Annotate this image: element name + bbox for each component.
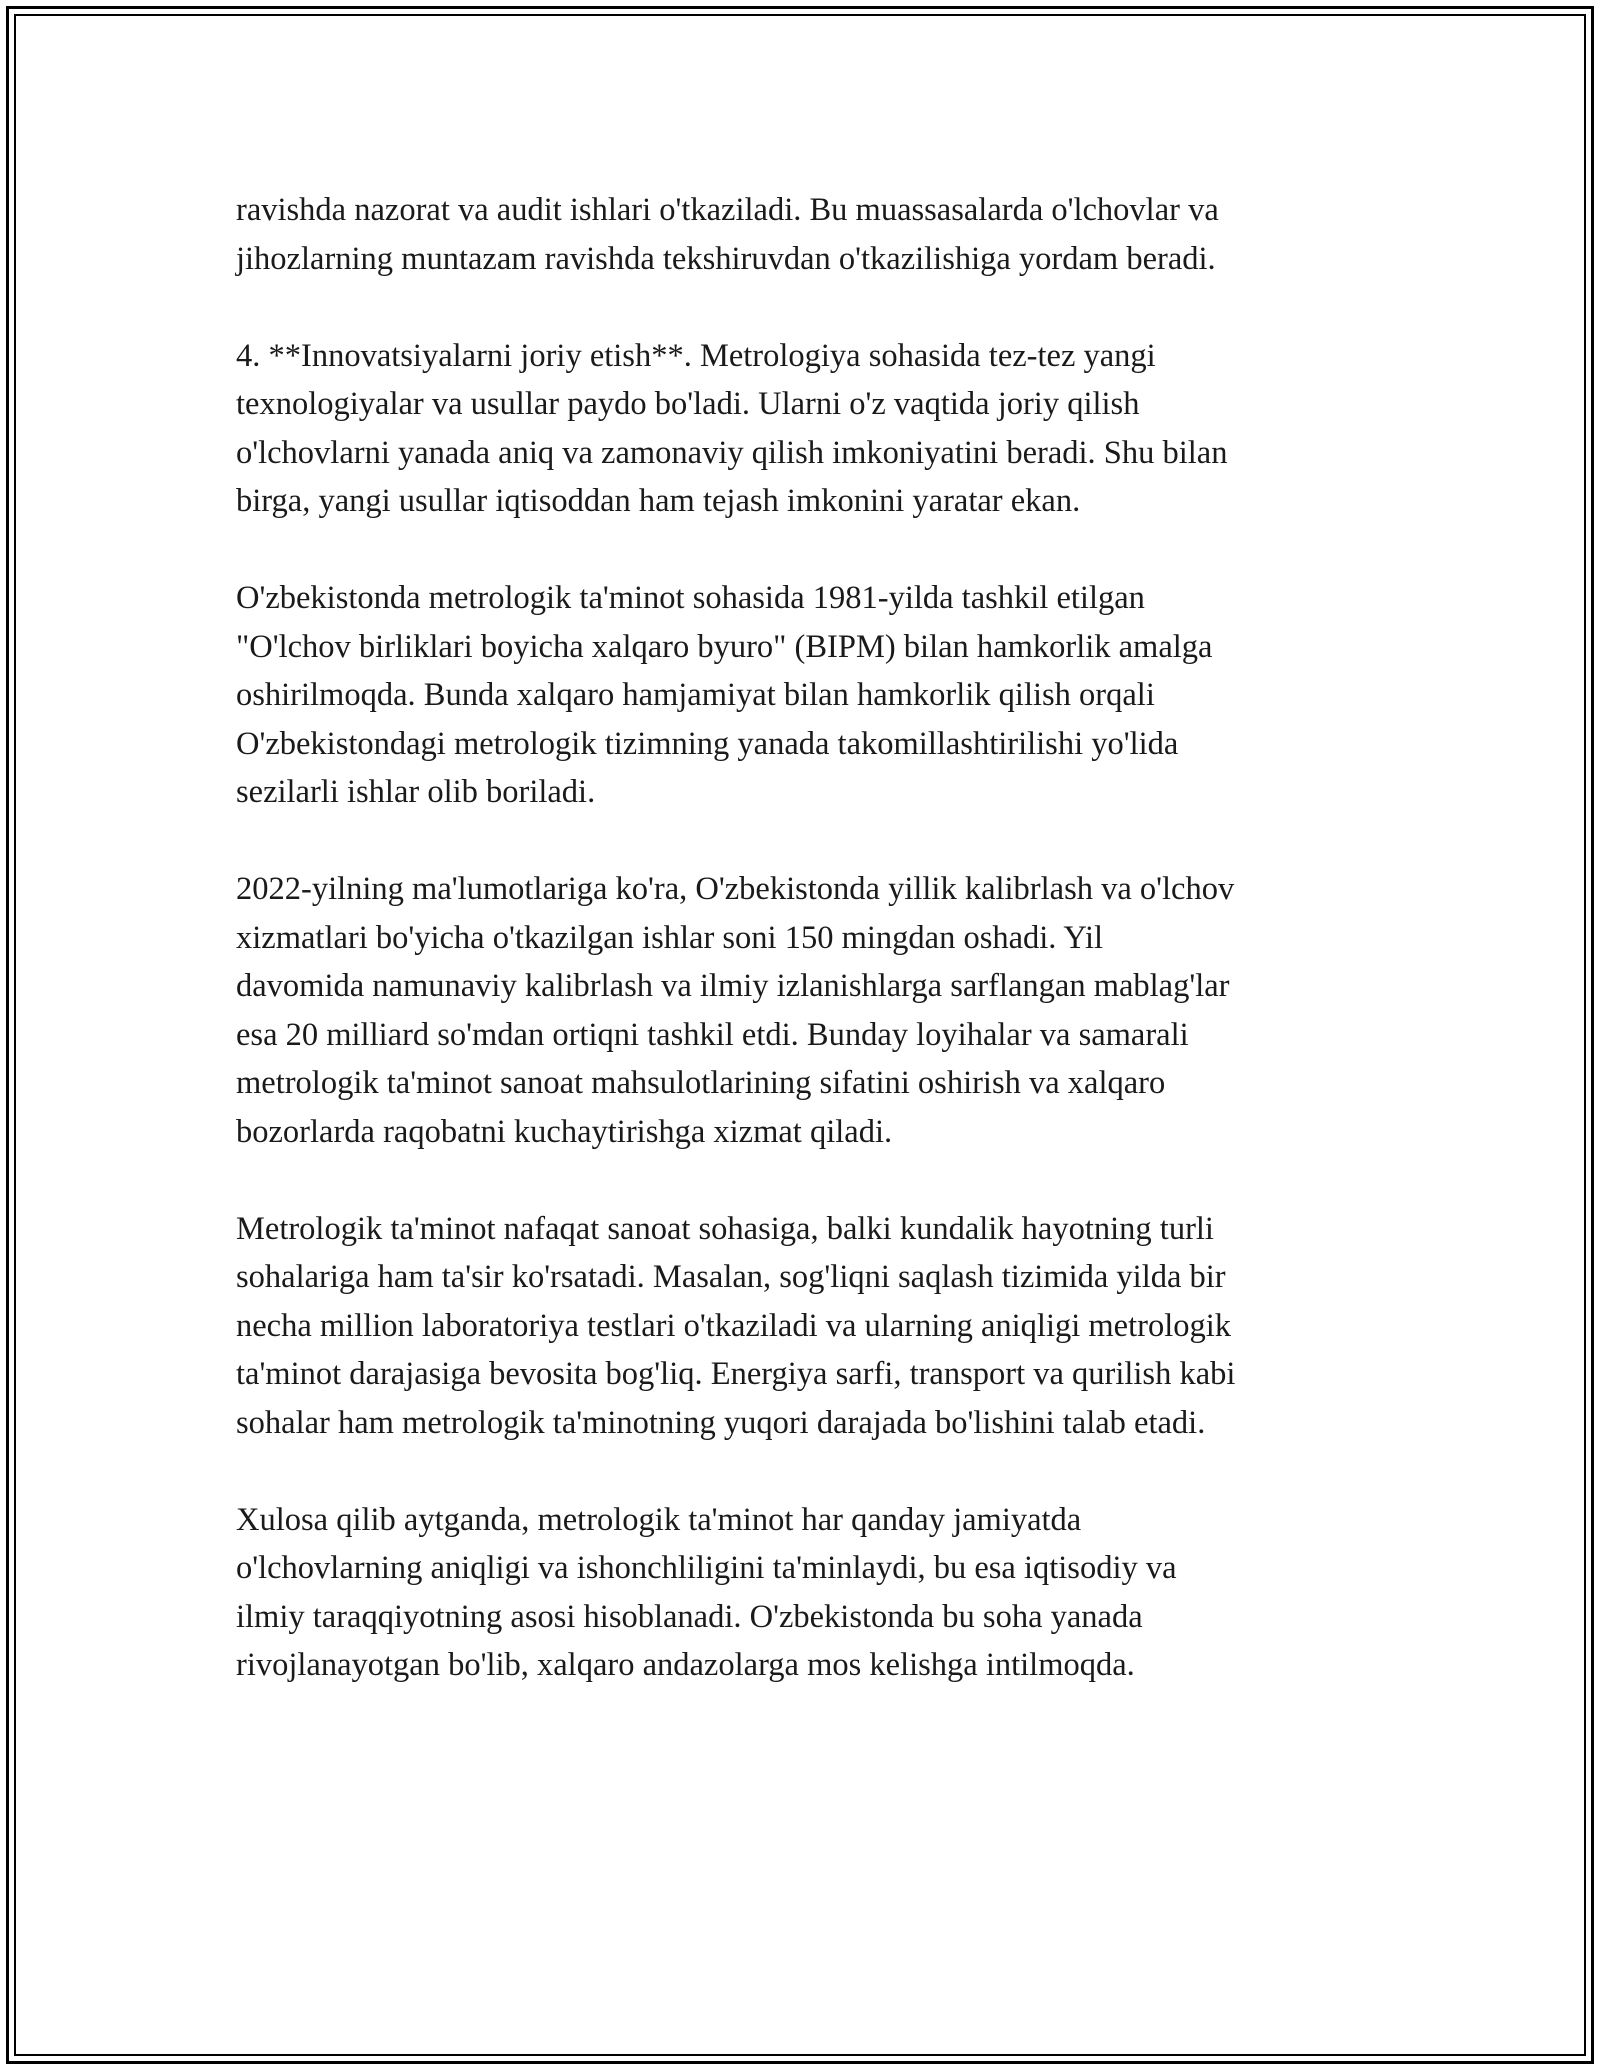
paragraph-bipm-cooperation: O'zbekistonda metrologik ta'minot sohasida 1981-yilda tashkil etilgan "O'lchov birliklari boyicha xalqaro byuro" (BIPM) bilan hamkorlik amalga oshirilmoqda. Bunda xalqaro hamjamiyat bilan hamkorlik qilish orqali O'zbekistondagi metrologik tizimning yanada takomillashtirilishi yo'lida sezilarli ishlar olib boriladi. — [236, 580, 1213, 810]
paragraph-continuation: ravishda nazorat va audit ishlari o'tkaziladi. Bu muassasalarda o'lchovlar va jihozlarning muntazam ravishda tekshiruvdan o'tkazilishiga yordam beradi. — [236, 192, 1219, 277]
paragraph-daily-life-impact: Metrologik ta'minot nafaqat sanoat sohasiga, balki kundalik hayotning turli sohalariga ham ta'sir ko'rsatadi. Masalan, sog'liqni saqlash tizimida yilda bir necha million laboratoriya testlari o'tkaziladi va ularning aniqligi metrologik ta'minot darajasiga bevosita bog'liq. Energiya sarfi, transport va qurilish kabi sohalar ham metrologik ta'minotning yuqori darajada bo'lishini talab etadi. — [236, 1210, 1236, 1441]
paragraph-conclusion: Xulosa qilib aytganda, metrologik ta'minot har qanday jamiyatda o'lchovlarning aniqligi va ishonchliligini ta'minlaydi, bu esa iqtisodiy va ilmiy taraqqiyotning asosi hisoblanadi. O'zbekistonda bu soha yanada rivojlanayotgan bo'lib, xalqaro andazolarga mos kelishga intilmoqda. — [236, 1501, 1177, 1683]
paragraph-innovations: 4. **Innovatsiyalarni joriy etish**. Metrologiya sohasida tez-tez yangi texnologiyalar va usullar paydo bo'ladi. Ularni o'z vaqtida joriy qilish o'lchovlarni yanada aniq va zamonaviy qilish imkoniyatini beradi. Shu bilan birga, yangi usullar iqtisoddan ham tejash imkonini yaratar ekan. — [236, 337, 1228, 519]
document-body — [236, 186, 1376, 1690]
paragraph-2022-statistics: 2022-yilning ma'lumotlariga ko'ra, O'zbekistonda yillik kalibrlash va o'lchov xizmatlari bo'yicha o'tkazilgan ishlar soni 150 mingdan oshadi. Yil davomida namunaviy kalibrlash va ilmiy izlanishlarga sarflangan mablag'lar esa 20 milliard so'mdan ortiqni tashkil etdi. Bunday loyihalar va samarali metrologik ta'minot sanoat mahsulotlarining sifatini oshirish va xalqaro bozorlarda raqobatni kuchaytirishga xizmat qiladi. — [236, 871, 1235, 1150]
